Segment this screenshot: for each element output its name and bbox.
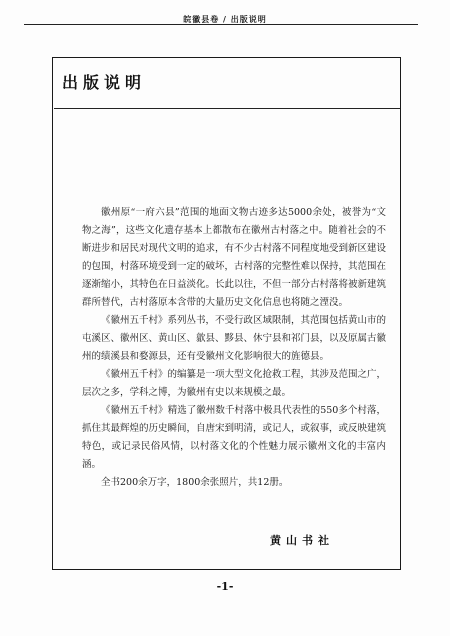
publisher-signature: 黄山书社 — [270, 534, 334, 547]
body-text — [82, 204, 386, 492]
header-divider — [24, 24, 418, 25]
paragraph: 《徽州五千村》的编纂是一项大型文化抢救工程，其涉及范围之广，层次之多，学科之博，为徽州有史以来规模之最。 — [82, 369, 387, 398]
paragraph: 《徽州五千村》精选了徽州数千村落中极具代表性的550多个村落，抓住其最辉煌的历史瞬间，自唐宋到明清，或记人，或叙事，或反映建筑特色，或记录民俗风情，以村落文化的个性魅力展示徽州文化的丰富内涵。 — [82, 405, 387, 470]
page-title: 出版说明 — [62, 73, 147, 92]
running-header: 皖徽县卷 / 出版说明 — [183, 15, 267, 24]
title-divider — [54, 108, 400, 109]
paragraph: 徽州原“一府六县”范围的地面文物古迹多达5000余处，被誉为“文物之海”，这些文化遗存基本上都散布在徽州古村落之中。随着社会的不断进步和居民对现代文明的追求，有不少古村落不同程度地受到新区建设的包围，村落环境受到一定的破坏，古村落的完整性难以保持，其范围在逐渐缩小，其特色在日益淡化。长此以往，不但一部分古村落将被新建筑群所替代，古村落原本含带的大量历史文化信息也将随之湮没。 — [82, 207, 387, 308]
page-number: -1- — [216, 580, 234, 593]
paragraph: 《徽州五千村》系列丛书，不受行政区域限制，其范围包括黄山市的屯溪区、徽州区、黄山区、歙县、黟县、休宁县和祁门县，以及原属古徽州的绩溪县和婺源县，还有受徽州文化影响很大的旌德县。 — [82, 315, 387, 362]
paragraph: 全书200余万字，1800余张照片，共12册。 — [101, 477, 289, 488]
